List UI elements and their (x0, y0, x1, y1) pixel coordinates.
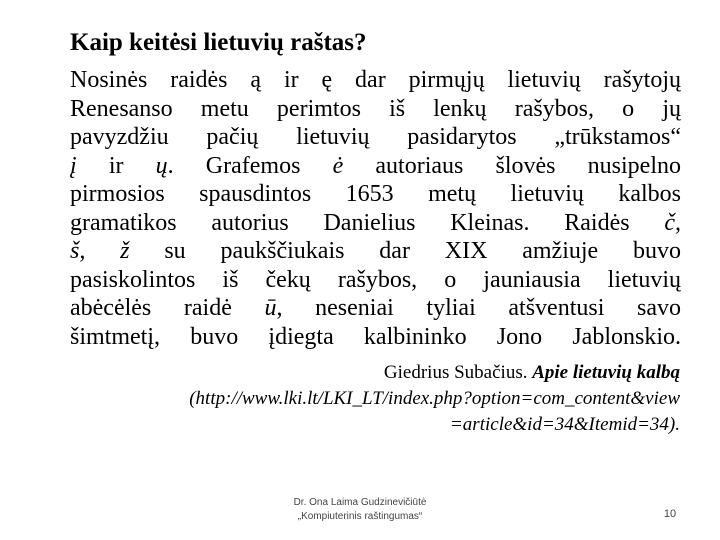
letter-u-ogonek: ų (155, 152, 168, 179)
body-text-span: . Grafemos (167, 152, 333, 179)
body-line (70, 152, 681, 181)
body-line (70, 237, 681, 266)
citation-work: Apie lietuvių kalbą (532, 362, 680, 383)
body-text-span (85, 238, 120, 264)
letter-i-ogonek: į (70, 152, 77, 179)
slide-footer (260, 496, 460, 524)
citation-source (40, 360, 680, 386)
page-number: 10 (663, 508, 677, 520)
citation-url-line: (http://www.lki.lt/LKI_LT/index.php?option=com_content&view (189, 388, 680, 409)
citation-author: Giedrius Subačius. (383, 362, 533, 383)
body-text-span: ir (76, 152, 156, 179)
body-text-span: abėcėlės raidė (70, 295, 265, 321)
body-line (70, 294, 681, 323)
body-text-span: su paukščiukais dar XIX amžiuje buvo (129, 238, 682, 264)
body-text-span: autoriaus šlovės nusipelno (343, 152, 681, 179)
letter-c-caron: č, (664, 209, 681, 236)
body-line: šimtmetį, buvo įdiegta kalbininko Jono Jablonskio. (70, 323, 681, 350)
letter-s-caron: š, (70, 238, 86, 264)
body-line: Renesanso metu perimtos iš lenkų rašybos, o jų (70, 95, 681, 122)
citation-url-line: =article&id=34&Itemid=34). (449, 414, 680, 435)
letter-z-caron: ž (120, 238, 130, 264)
footer-course: „Kompiuterinis raštingumas“ (297, 511, 423, 522)
body-line (70, 209, 681, 238)
body-line: pasiskolintos iš čekų rašybos, o jauniausia lietuvių (70, 266, 681, 293)
body-text-span: gramatikos autorius Danielius Kleinas. Raidės (70, 209, 665, 236)
letter-u-macron: ū (264, 295, 277, 321)
body-text-span: , neseniai tyliai atšventusi savo (276, 295, 682, 321)
slide-title: Kaip keitėsi lietuvių raštas? (70, 29, 367, 56)
body-paragraph (70, 66, 681, 351)
body-line: pavyzdžiu pačių lietuvių pasidarytos „trūkstamos“ (70, 124, 681, 150)
letter-e-dot: ė (332, 152, 344, 179)
body-line: Nosinės raidės ą ir ę dar pirmųjų lietuvių rašytojų (70, 67, 681, 93)
footer-author: Dr. Ona Laima Gudzinevičiūtė (293, 497, 427, 508)
body-line: pirmosios spausdintos 1653 metų lietuvių kalbos (70, 181, 681, 207)
citation (40, 360, 680, 438)
